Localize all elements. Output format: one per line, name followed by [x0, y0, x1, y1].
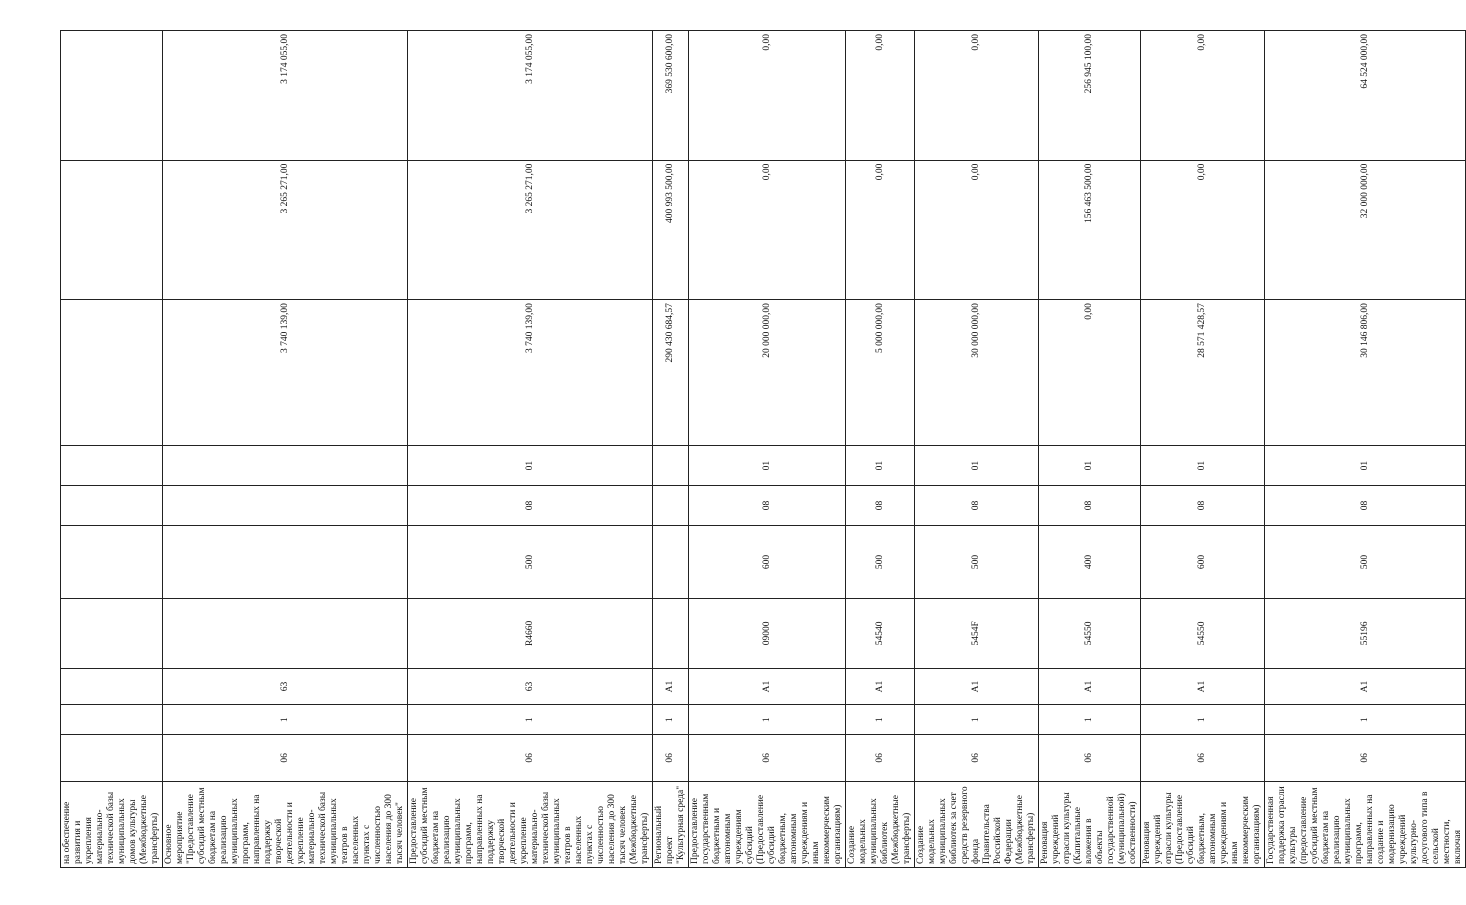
code-pgp	[61, 705, 163, 735]
code-rz: 08	[408, 486, 653, 526]
code-pgp: 1	[846, 705, 915, 735]
code-vr	[653, 525, 689, 598]
row-name: Основное мероприятие "Предоставление субсидий местным бюджетам на реализацию муниципальных программ, направленных на поддержку творческой деятельности и укрепление материально-технической базы муниципальных театров в населенных пунктах с численностью населения до 300 тысяч человек"	[163, 781, 408, 867]
code-pgp: 1	[1265, 705, 1466, 735]
code-rz: 08	[846, 486, 915, 526]
amount-year-1: 20 000 000,00	[689, 300, 846, 446]
amount-year-1: 0,00	[1039, 300, 1141, 446]
amount-year-3: 0,00	[689, 31, 846, 161]
code-pgp: 1	[163, 705, 408, 735]
code-gp: 06	[1039, 735, 1141, 782]
code-om: А1	[1265, 668, 1466, 705]
code-pgp: 1	[408, 705, 653, 735]
code-gp: 06	[1265, 735, 1466, 782]
code-pr: 01	[1141, 446, 1265, 486]
code-direction: 09000	[689, 598, 846, 668]
amount-year-2: 3 265 271,00	[408, 160, 653, 300]
code-om: 63	[408, 668, 653, 705]
table-row	[1141, 31, 1265, 868]
amount-year-3: 0,00	[846, 31, 915, 161]
amount-year-1: 30 000 000,00	[915, 300, 1039, 446]
code-om: А1	[915, 668, 1039, 705]
amount-year-3: 256 945 100,00	[1039, 31, 1141, 161]
amount-year-1: 28 571 428,57	[1141, 300, 1265, 446]
code-rz	[61, 486, 163, 526]
row-name: Реновация учреждений отрасли культуры (Капитальные вложения в объекты государственной (муниципальной) собственности)	[1039, 781, 1141, 867]
code-om: А1	[689, 668, 846, 705]
code-vr: 500	[408, 525, 653, 598]
amount-year-1: 3 740 139,00	[408, 300, 653, 446]
code-om: А1	[846, 668, 915, 705]
amount-year-2	[61, 160, 163, 300]
code-vr: 400	[1039, 525, 1141, 598]
code-vr: 500	[1265, 525, 1466, 598]
code-pr: 01	[915, 446, 1039, 486]
code-vr: 600	[689, 525, 846, 598]
row-name: Предоставление субсидий местным бюджетам на реализацию муниципальных программ, направленных на поддержку творческой деятельности и укрепление материально-технической базы муниципальных театров в населенных пунктах с численностью населения до 300 тысяч человек (Межбюджетные трансферты)	[408, 781, 653, 867]
code-pgp: 1	[915, 705, 1039, 735]
code-pr: 01	[846, 446, 915, 486]
amount-year-1: 30 146 806,00	[1265, 300, 1466, 446]
table-row	[915, 31, 1039, 868]
amount-year-1: 5 000 000,00	[846, 300, 915, 446]
amount-year-3	[61, 31, 163, 161]
code-rz	[163, 486, 408, 526]
code-om: А1	[653, 668, 689, 705]
code-direction: R4660	[408, 598, 653, 668]
code-vr	[163, 525, 408, 598]
code-gp: 06	[846, 735, 915, 782]
code-pgp: 1	[1141, 705, 1265, 735]
code-pgp: 1	[689, 705, 846, 735]
code-pr: 01	[1265, 446, 1466, 486]
table-row	[163, 31, 408, 868]
amount-year-3: 3 174 055,00	[408, 31, 653, 161]
code-gp: 06	[689, 735, 846, 782]
table-body	[61, 31, 1466, 868]
table-row	[61, 31, 163, 868]
amount-year-2: 32 000 000,00	[1265, 160, 1466, 300]
code-rz: 08	[915, 486, 1039, 526]
code-direction: 5454F	[915, 598, 1039, 668]
code-pr: 01	[408, 446, 653, 486]
code-rz: 08	[1141, 486, 1265, 526]
amount-year-3: 3 174 055,00	[163, 31, 408, 161]
rotated-page	[60, 30, 1463, 868]
code-direction: 54540	[846, 598, 915, 668]
code-rz: 08	[689, 486, 846, 526]
code-gp: 06	[915, 735, 1039, 782]
amount-year-2: 0,00	[689, 160, 846, 300]
code-vr	[61, 525, 163, 598]
code-direction: 54550	[1141, 598, 1265, 668]
code-pr	[163, 446, 408, 486]
table-row	[408, 31, 653, 868]
code-direction: 54550	[1039, 598, 1141, 668]
amount-year-2: 0,00	[915, 160, 1039, 300]
row-name: Создание модельных муниципальных библиотек за счет средств резервного фонда Правительства Российской Федерации (Межбюджетные трансферты)	[915, 781, 1039, 867]
amount-year-2: 400 993 500,00	[653, 160, 689, 300]
code-vr: 500	[846, 525, 915, 598]
amount-year-2: 3 265 271,00	[163, 160, 408, 300]
table-row	[1039, 31, 1141, 868]
code-gp: 06	[163, 735, 408, 782]
code-direction: 55196	[1265, 598, 1466, 668]
amount-year-1: 3 740 139,00	[163, 300, 408, 446]
code-gp: 06	[408, 735, 653, 782]
amount-year-2: 0,00	[846, 160, 915, 300]
code-pr: 01	[689, 446, 846, 486]
code-om: А1	[1039, 668, 1141, 705]
code-rz	[653, 486, 689, 526]
budget-table	[60, 30, 1466, 868]
amount-year-3: 0,00	[1141, 31, 1265, 161]
code-pgp: 1	[653, 705, 689, 735]
code-om: А1	[1141, 668, 1265, 705]
code-rz: 08	[1039, 486, 1141, 526]
code-direction	[653, 598, 689, 668]
code-om	[61, 668, 163, 705]
amount-year-3: 369 530 600,00	[653, 31, 689, 161]
table-row	[1265, 31, 1466, 868]
code-gp: 06	[1141, 735, 1265, 782]
table-row	[846, 31, 915, 868]
table-row	[689, 31, 846, 868]
row-name: Создание модельных муниципальных библиотек (Межбюджетные трансферты)	[846, 781, 915, 867]
amount-year-3: 0,00	[915, 31, 1039, 161]
code-direction	[61, 598, 163, 668]
amount-year-1	[61, 300, 163, 446]
row-name: Региональный проект "Культурная среда"	[653, 781, 689, 867]
row-name: Государственная поддержка отрасли культуры (предоставление субсидий местным бюджетам на реализацию муниципальных программ, направленных на создание и модернизацию учреждений культурно-досугового типа в сельской местности, включая	[1265, 781, 1466, 867]
amount-year-2: 156 463 500,00	[1039, 160, 1141, 300]
code-om: 63	[163, 668, 408, 705]
code-pr	[653, 446, 689, 486]
code-gp	[61, 735, 163, 782]
code-pr	[61, 446, 163, 486]
code-pr: 01	[1039, 446, 1141, 486]
amount-year-2: 0,00	[1141, 160, 1265, 300]
row-name: Предоставление государственным бюджетным и автономным учреждениям субсидий (Предоставление субсидий бюджетным, автономным учреждениям и иным некоммерческим организациям)	[689, 781, 846, 867]
code-rz: 08	[1265, 486, 1466, 526]
code-direction	[163, 598, 408, 668]
table-row	[653, 31, 689, 868]
amount-year-3: 64 524 000,00	[1265, 31, 1466, 161]
row-name: Реновация учреждений отрасли культуры (Предоставление субсидий бюджетным, автономным учреждениям и иным некоммерческим организациям)	[1141, 781, 1265, 867]
amount-year-1: 290 430 684,57	[653, 300, 689, 446]
code-vr: 500	[915, 525, 1039, 598]
code-gp: 06	[653, 735, 689, 782]
code-vr: 600	[1141, 525, 1265, 598]
code-pgp: 1	[1039, 705, 1141, 735]
row-name: на обеспечение развития и укрепления материально-технической базы муниципальных домов культуры (Межбюджетные трансферты)	[61, 781, 163, 867]
